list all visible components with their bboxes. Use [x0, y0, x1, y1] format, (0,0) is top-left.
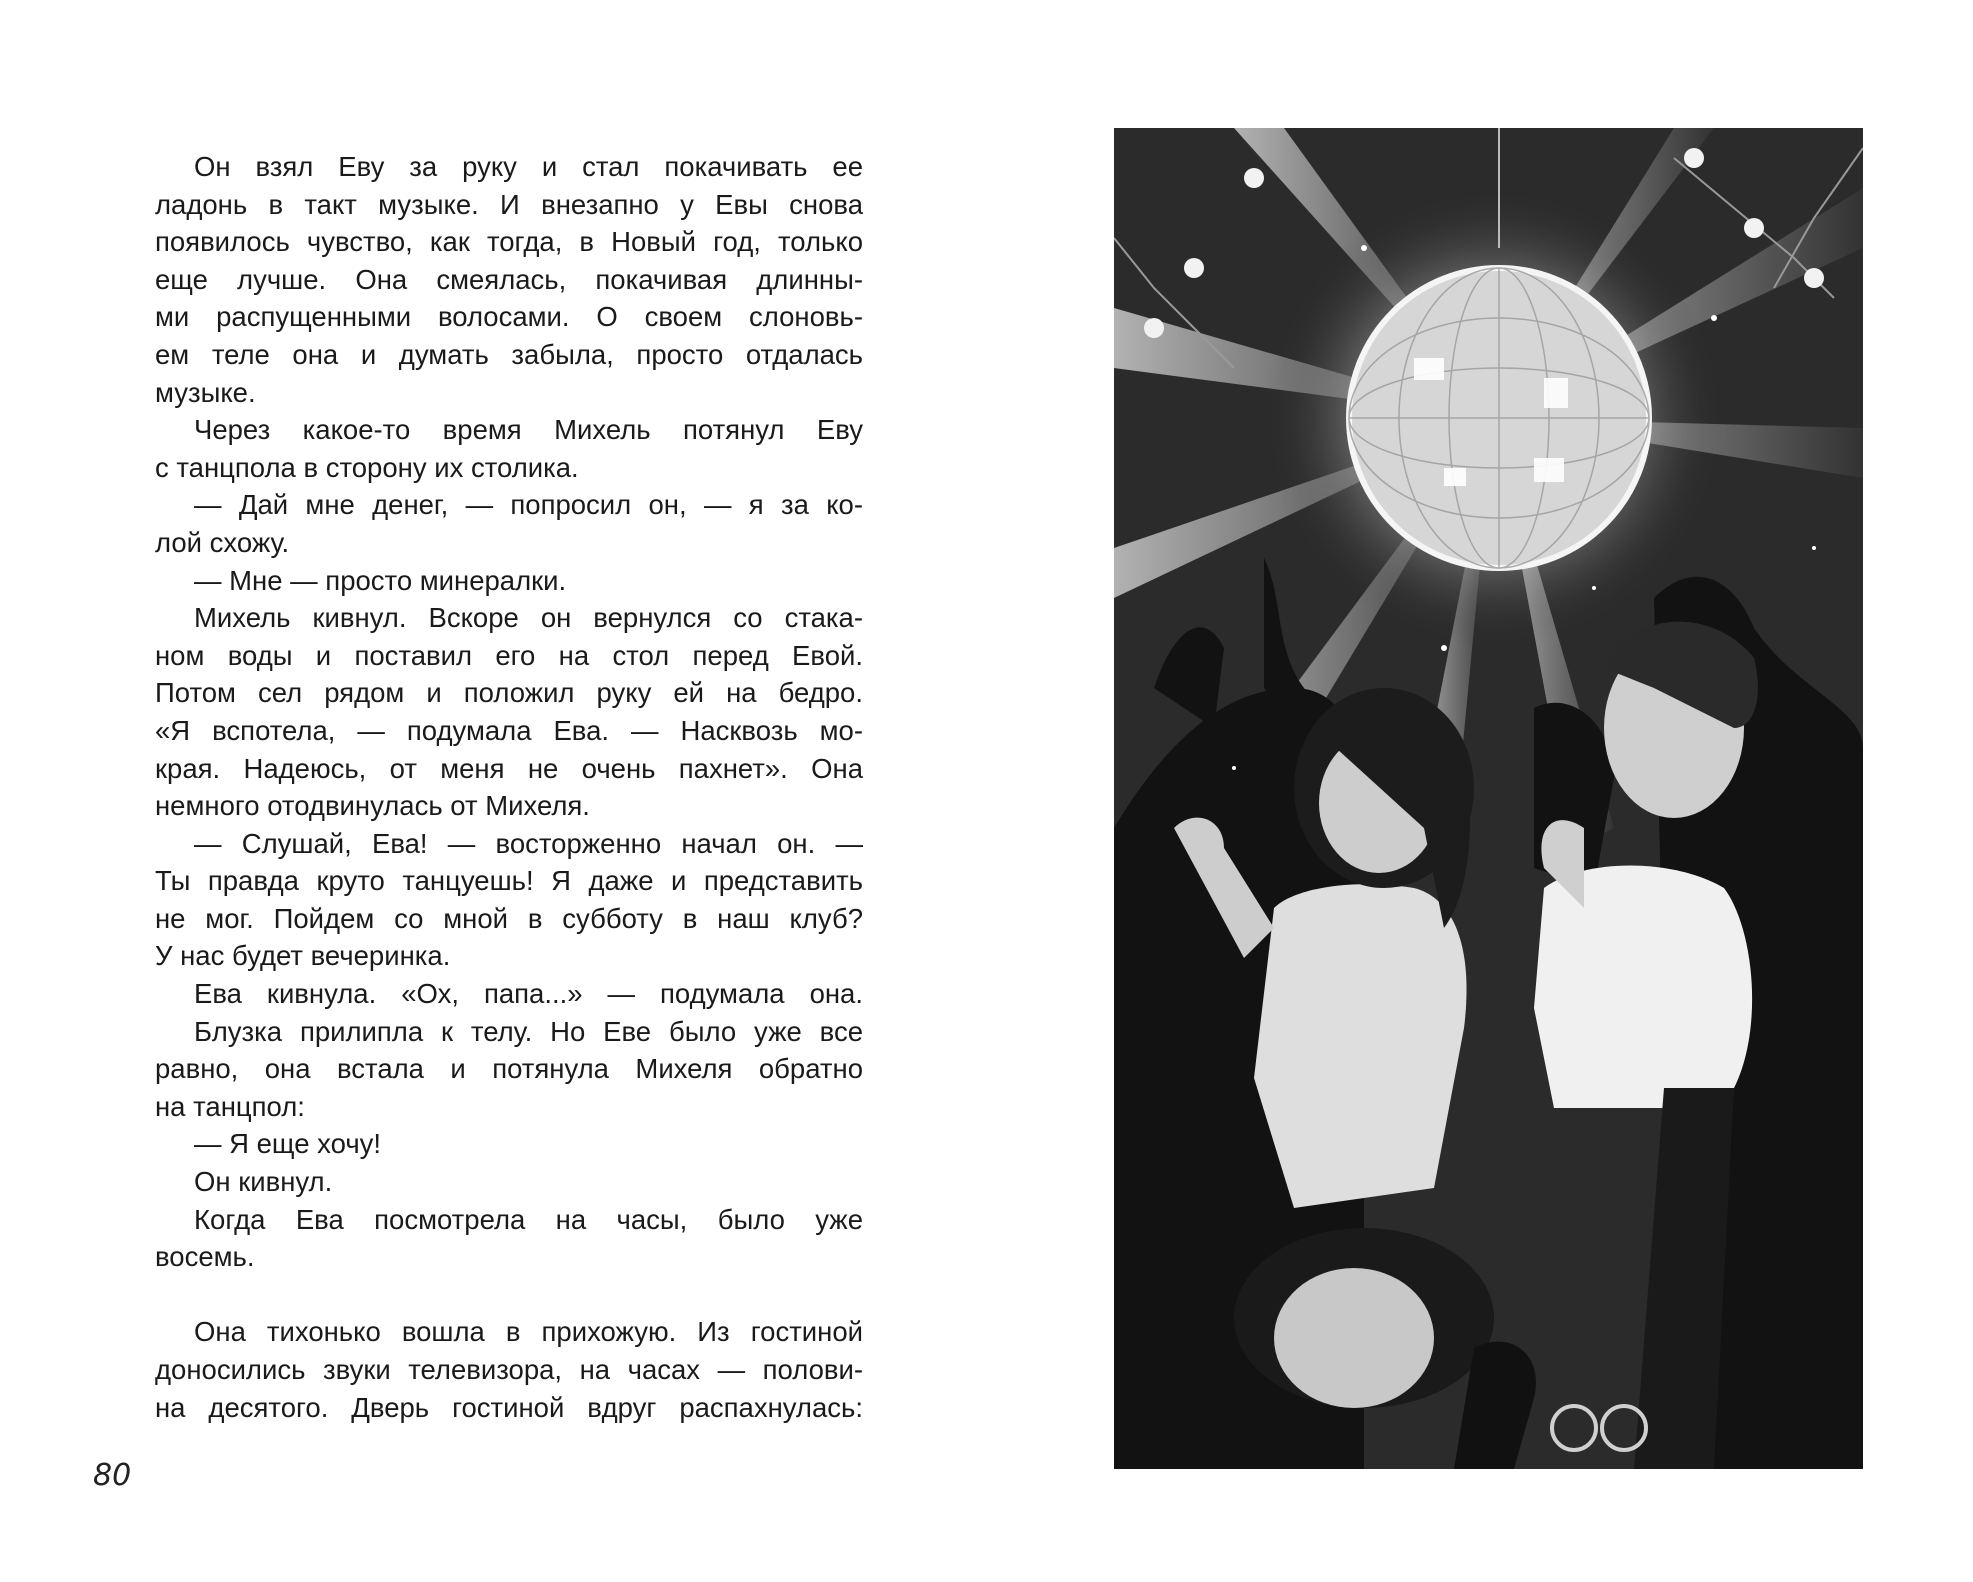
text-line: еще лучше. Она смеялась, покачивая длинны- [155, 263, 863, 295]
text-line: ном воды и поставил его на стол перед Евой. [155, 639, 863, 671]
text-line: края. Надеюсь, от меня не очень пахнет». Она [155, 752, 863, 784]
text-line: немного отодвинулась от Михеля. [155, 790, 590, 822]
text-line: У нас будет вечеринка. [155, 940, 451, 972]
text-line: ладонь в такт музыке. И внезапно у Евы снова [155, 188, 863, 220]
text-line: Ева кивнула. «Ох, папа...» — подумала она. [194, 978, 863, 1010]
page-text [155, 148, 863, 1426]
page-number: 80 [93, 1458, 132, 1493]
text-line: «Я вспотела, — подумала Ева. — Насквозь мо- [155, 714, 863, 746]
text-line: Через какое-то время Михель потянул Еву [194, 414, 863, 446]
text-line: Она тихонько вошла в прихожую. Из гостиной [194, 1316, 863, 1348]
text-line: Блузка прилипла к телу. Но Еве было уже все [194, 1015, 863, 1047]
text-line: ем теле она и думать забыла, просто отдалась [155, 338, 863, 370]
text-line: ми распущенными волосами. О своем слоновь- [155, 301, 863, 333]
text-line: Михель кивнул. Вскоре он вернулся со стака- [194, 602, 863, 634]
text-line: доносились звуки телевизора, на часах — полови- [155, 1354, 863, 1385]
disco-ball [1349, 268, 1649, 568]
text-line: Потом сел рядом и положил руку ей на бедро. [155, 677, 863, 709]
text-line: восемь. [155, 1241, 255, 1273]
text-line: — Слушай, Ева! — восторженно начал он. — [194, 827, 863, 859]
text-line: не мог. Пойдем со мной в субботу в наш клуб? [155, 902, 863, 934]
text-line: на танцпол: [155, 1090, 305, 1122]
text-line: лой схожу. [155, 526, 290, 558]
text-line: на десятого. Дверь гостиной вдруг распахнулась: [155, 1391, 863, 1423]
disco-scene-image [1114, 128, 1863, 1469]
text-line: Когда Ева посмотрела на часы, было уже [194, 1203, 863, 1235]
text-line: появилось чувство, как тогда, в Новый год, только [155, 226, 863, 258]
text-line: Он кивнул. [194, 1166, 333, 1198]
text-line: — Я еще хочу! [194, 1128, 382, 1160]
blank-line [155, 1276, 863, 1314]
text-line: с танцпола в сторону их столика. [155, 451, 579, 483]
text-line: — Мне — просто минералки. [194, 564, 567, 596]
text-line: — Дай мне денег, — попросил он, — я за ко- [194, 489, 863, 521]
text-line: равно, она встала и потянула Михеля обратно [155, 1053, 863, 1085]
text-line: Он взял Еву за руку и стал покачивать ее [194, 151, 863, 182]
text-line: Ты правда круто танцуешь! Я даже и представить [155, 865, 863, 897]
disco-illustration [1114, 128, 1863, 1469]
text-line: музыке. [155, 376, 256, 408]
